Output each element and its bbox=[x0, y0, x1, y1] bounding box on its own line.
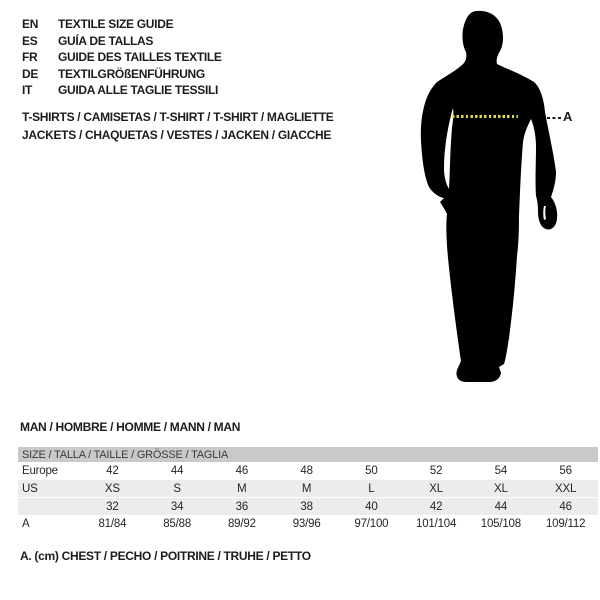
language-code: IT bbox=[22, 83, 33, 97]
table-row bbox=[18, 480, 598, 498]
cell-value: XL bbox=[429, 482, 443, 495]
chest-measure-line bbox=[452, 115, 518, 118]
size-table-header: SIZE / TALLA / TAILLE / GRÖSSE / TAGLIA bbox=[22, 448, 229, 461]
cell-value: XL bbox=[494, 482, 508, 495]
cell-value: 101/104 bbox=[416, 517, 457, 530]
table-row bbox=[18, 515, 598, 532]
language-label: TEXTILE SIZE GUIDE bbox=[58, 17, 174, 31]
footnote: A. (cm) CHEST / PECHO / POITRINE / TRUHE / PETTO bbox=[20, 549, 311, 563]
row-label bbox=[18, 498, 80, 516]
cell-value: 105/108 bbox=[480, 517, 521, 530]
cell-value: 36 bbox=[235, 500, 249, 513]
cell-value: 54 bbox=[494, 464, 508, 477]
size-table bbox=[18, 447, 598, 532]
cell-value: M bbox=[237, 482, 247, 495]
table-row bbox=[18, 462, 598, 480]
row-label: US bbox=[22, 482, 38, 495]
cell-value: 48 bbox=[300, 464, 313, 477]
cell-value: 32 bbox=[106, 500, 119, 513]
language-code: EN bbox=[22, 17, 39, 31]
size-table-body bbox=[18, 447, 598, 532]
cell-value: 109/112 bbox=[545, 517, 586, 530]
cell-value: L bbox=[368, 482, 375, 495]
size-table-header-row bbox=[18, 447, 598, 462]
cell-value: 52 bbox=[429, 464, 443, 477]
cell-value: XXL bbox=[555, 482, 577, 495]
cell-value: 44 bbox=[170, 464, 184, 477]
cell-value: 44 bbox=[494, 500, 508, 513]
language-label: GUÍA DE TALLAS bbox=[58, 33, 154, 48]
cell-value: 93/96 bbox=[292, 517, 321, 530]
cell-value: 56 bbox=[559, 464, 572, 477]
category-line: JACKETS / CHAQUETAS / VESTES / JACKEN / GIACCHE bbox=[22, 127, 332, 142]
language-code: DE bbox=[22, 66, 39, 81]
table-row bbox=[18, 498, 598, 516]
cell-value: 97/100 bbox=[354, 517, 389, 530]
cell-value: S bbox=[173, 482, 181, 495]
cell-value: 34 bbox=[170, 500, 184, 513]
cell-value: 46 bbox=[235, 464, 249, 477]
language-code: ES bbox=[22, 33, 38, 48]
cell-value: XS bbox=[104, 482, 120, 495]
language-label: GUIDA ALLE TAGLIE TESSILI bbox=[58, 83, 219, 97]
language-code: FR bbox=[22, 50, 38, 64]
cell-value: 85/88 bbox=[163, 517, 192, 530]
measure-label-a: A bbox=[563, 109, 573, 124]
category-line: T-SHIRTS / CAMISETAS / T-SHIRT / T-SHIRT / MAGLIETTE bbox=[22, 110, 334, 124]
row-label: Europe bbox=[22, 464, 58, 477]
cell-value: 42 bbox=[106, 464, 119, 477]
cell-value: 81/84 bbox=[98, 517, 127, 530]
cell-value: M bbox=[301, 482, 312, 495]
male-silhouette-icon bbox=[415, 5, 575, 385]
cell-value: 40 bbox=[365, 500, 378, 513]
cell-value: 50 bbox=[365, 464, 378, 477]
cell-value: 46 bbox=[559, 500, 572, 513]
cell-value: 89/92 bbox=[227, 517, 256, 530]
language-label: GUIDE DES TAILLES TEXTILE bbox=[58, 50, 222, 64]
section-title: MAN / HOMBRE / HOMME / MANN / MAN bbox=[20, 420, 241, 434]
measure-leader-line bbox=[547, 117, 561, 119]
cell-value: 42 bbox=[429, 500, 443, 513]
language-label: TEXTILGRÖßENFÜHRUNG bbox=[58, 66, 205, 81]
row-label: A bbox=[22, 517, 30, 530]
cell-value: 38 bbox=[300, 500, 313, 513]
